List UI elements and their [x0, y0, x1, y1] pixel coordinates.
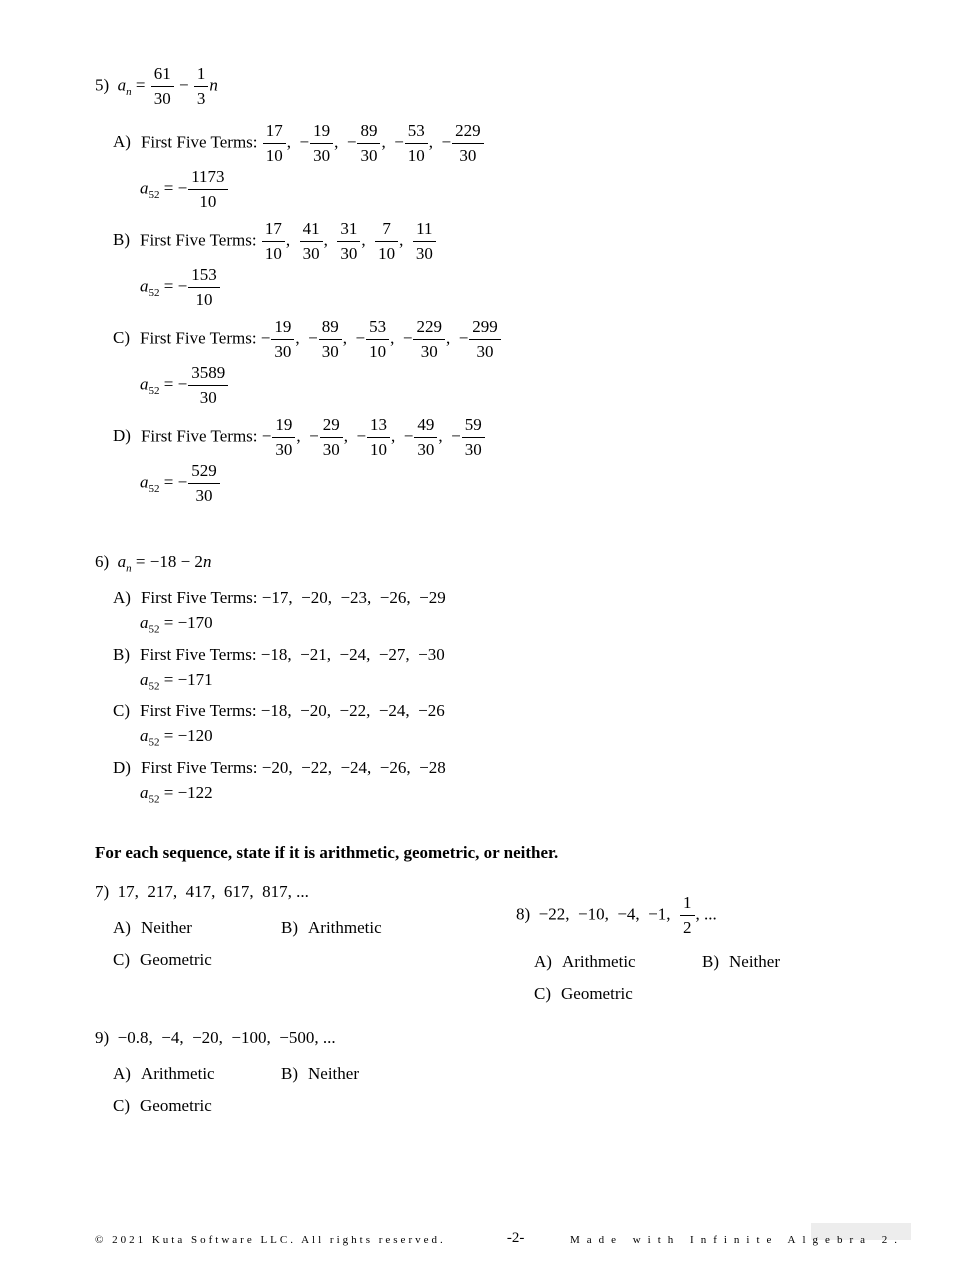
- option-text: Neither: [308, 1063, 359, 1083]
- fraction: [413, 317, 445, 362]
- math-text: 6): [95, 552, 118, 571]
- math-text: 9) −0.8, −4, −20, −100, −500, ...: [95, 1027, 336, 1047]
- math-text: , −: [445, 328, 469, 348]
- fraction: [469, 317, 501, 362]
- fraction-denominator: 30: [415, 244, 433, 263]
- choice-label: D): [113, 426, 131, 446]
- math-text: , −: [343, 426, 367, 446]
- fraction-denominator: 2: [683, 917, 692, 937]
- choice-answer: [140, 167, 939, 212]
- fraction-numerator: 89: [319, 317, 342, 340]
- fraction-numerator: 61: [151, 64, 174, 87]
- problem-title: [95, 880, 516, 904]
- fraction-numerator: 53: [366, 317, 389, 340]
- fraction-numerator: 1: [680, 893, 695, 916]
- fraction-denominator: 30: [322, 440, 340, 459]
- fraction-numerator: 153: [188, 265, 220, 288]
- answer-choice: [113, 415, 939, 506]
- fraction-denominator: 30: [360, 146, 378, 165]
- option-geometric: [113, 1094, 281, 1118]
- problem-7: [95, 880, 516, 1006]
- fraction: [263, 121, 286, 166]
- option-label: B): [281, 917, 298, 937]
- section-heading: For each sequence, state if it is arithmetic, geometric, or neither.: [95, 842, 559, 862]
- math-subscript: 52: [148, 384, 160, 397]
- problems-row: [95, 880, 939, 1006]
- option-geometric: [113, 948, 281, 972]
- fraction: [366, 317, 389, 362]
- math-text: , −: [342, 328, 366, 348]
- fraction: [319, 317, 342, 362]
- fraction: [375, 219, 398, 264]
- choice-terms: [113, 121, 939, 166]
- made-with-text: Made with Infinite Algebra 2.: [569, 1234, 904, 1246]
- fraction-denominator: 3: [196, 89, 206, 108]
- fraction-numerator: 59: [462, 415, 485, 438]
- math-variable: a: [140, 669, 149, 689]
- fraction-numerator: 17: [262, 219, 285, 242]
- fraction: [680, 893, 695, 938]
- fraction-numerator: 31: [337, 219, 360, 242]
- option-text: Arithmetic: [561, 951, 636, 971]
- fraction-numerator: 19: [310, 121, 333, 144]
- page-footer: [95, 1232, 904, 1248]
- answer-choice: [113, 219, 939, 310]
- choice-terms: [113, 415, 939, 460]
- choice-label: B): [113, 644, 130, 664]
- fraction: [405, 121, 428, 166]
- fraction-denominator: 30: [275, 440, 293, 459]
- choice-terms: [113, 756, 939, 780]
- math-text: First Five Terms: −20, −22, −24, −26, −28: [140, 757, 446, 777]
- math-variable: a: [140, 782, 149, 802]
- math-text: 8) −22, −10, −4, −1,: [516, 904, 680, 924]
- math-text: First Five Terms: −18, −20, −22, −24, −26: [140, 701, 445, 721]
- choice-label: C): [113, 328, 130, 348]
- fraction-denominator: 10: [378, 244, 396, 263]
- math-variable: n: [202, 552, 212, 571]
- math-subscript: n: [126, 85, 132, 98]
- option-neither: [113, 916, 281, 940]
- choice-answer: [140, 668, 939, 692]
- choice-label: A): [113, 132, 131, 152]
- option-label: C): [534, 983, 551, 1003]
- fraction: [188, 363, 228, 408]
- choice-answer: [140, 461, 939, 506]
- fraction-denominator: 10: [195, 290, 213, 309]
- math-subscript: 52: [148, 680, 160, 693]
- answer-choice: [113, 699, 939, 748]
- math-subscript: 52: [148, 286, 160, 299]
- option-text: Arithmetic: [308, 917, 382, 937]
- math-text: −: [174, 75, 193, 95]
- fraction-denominator: 30: [476, 342, 494, 361]
- math-variable: a: [140, 178, 149, 198]
- fraction-denominator: 30: [199, 388, 217, 407]
- math-text: First Five Terms: −: [140, 426, 272, 446]
- fraction: [357, 121, 380, 166]
- option-label: A): [113, 917, 131, 937]
- fraction: [413, 219, 436, 264]
- fraction-denominator: 30: [420, 342, 438, 361]
- fraction-numerator: 229: [452, 121, 484, 144]
- math-text: 7) 17, 217, 417, 617, 817, ...: [95, 881, 309, 901]
- choice-label: B): [113, 230, 130, 250]
- fraction-numerator: 19: [271, 317, 294, 340]
- fraction-numerator: 41: [300, 219, 323, 242]
- math-text: = −170: [159, 613, 213, 633]
- problem-8: [516, 893, 780, 1006]
- math-text: , −: [334, 132, 357, 152]
- fraction: [300, 219, 323, 264]
- choice-terms: [113, 643, 939, 667]
- fraction-numerator: 299: [469, 317, 501, 340]
- math-variable: a: [140, 613, 149, 633]
- option-text: Arithmetic: [140, 1063, 215, 1083]
- choice-answer: [140, 611, 939, 635]
- fraction-denominator: 30: [464, 440, 482, 459]
- fraction: [367, 415, 390, 460]
- problem-title: [95, 64, 939, 109]
- fraction: [452, 121, 484, 166]
- option-arithmetic: [534, 950, 702, 974]
- math-text: = −171: [159, 669, 213, 689]
- fraction-denominator: 30: [340, 244, 358, 263]
- answer-choice: [113, 586, 939, 635]
- fraction: [414, 415, 437, 460]
- fraction-denominator: 10: [370, 440, 388, 459]
- fraction-denominator: 30: [195, 486, 213, 505]
- math-text: First Five Terms:: [140, 230, 261, 250]
- option-label: B): [281, 1063, 298, 1083]
- fraction-denominator: 30: [153, 89, 171, 108]
- choice-terms: [113, 699, 939, 723]
- fraction-numerator: 13: [367, 415, 390, 438]
- fraction-numerator: 53: [405, 121, 428, 144]
- option-arithmetic: [113, 1062, 281, 1086]
- option-neither: [281, 1062, 359, 1086]
- fraction: [320, 415, 343, 460]
- math-text: = −: [159, 178, 188, 198]
- choice-terms: [113, 317, 939, 362]
- fraction-numerator: 7: [375, 219, 398, 242]
- math-text: ,: [361, 230, 375, 250]
- math-variable: a: [140, 276, 149, 296]
- math-text: , −: [390, 328, 413, 348]
- fraction-numerator: 1: [194, 64, 209, 87]
- choice-label: D): [113, 757, 131, 777]
- fraction-numerator: 529: [188, 461, 220, 484]
- fraction-numerator: 3589: [188, 363, 228, 386]
- math-subscript: 52: [148, 792, 160, 805]
- problem-title: [95, 1026, 939, 1050]
- fraction-numerator: 89: [357, 121, 380, 144]
- fraction: [271, 317, 294, 362]
- fraction: [337, 219, 360, 264]
- fraction: [188, 461, 220, 506]
- fraction: [262, 219, 285, 264]
- fraction-numerator: 11: [413, 219, 436, 242]
- math-text: ,: [285, 230, 299, 250]
- math-text: 5): [95, 75, 118, 95]
- math-text: , −: [438, 426, 461, 446]
- fraction-denominator: 30: [321, 342, 339, 361]
- option-label: C): [113, 1095, 130, 1115]
- choice-answer: [140, 724, 939, 748]
- fraction-numerator: 1173: [188, 167, 227, 190]
- option-text: Geometric: [140, 1095, 212, 1115]
- math-text: = −18 − 2: [131, 552, 203, 571]
- fraction-denominator: 30: [313, 146, 331, 165]
- problem-title: [95, 550, 939, 574]
- math-text: First Five Terms: −17, −20, −23, −26, −29: [140, 588, 446, 608]
- fraction-numerator: 17: [263, 121, 286, 144]
- math-text: , −: [391, 426, 414, 446]
- fraction-denominator: 30: [302, 244, 320, 263]
- math-text: First Five Terms: −18, −21, −24, −27, −30: [140, 644, 445, 664]
- math-text: , −: [295, 328, 318, 348]
- math-text: ,: [323, 230, 337, 250]
- option-label: C): [113, 949, 130, 969]
- math-text: First Five Terms: −: [140, 328, 271, 348]
- math-text: =: [131, 75, 150, 95]
- fraction-numerator: 19: [272, 415, 295, 438]
- problem-9: [95, 1026, 939, 1118]
- problem-5: [95, 64, 939, 506]
- fraction-denominator: 10: [407, 146, 425, 165]
- fraction-denominator: 10: [264, 244, 282, 263]
- fraction-numerator: 229: [413, 317, 445, 340]
- answer-choice: [113, 756, 939, 805]
- options-grid: [113, 916, 516, 972]
- choice-answer: [140, 781, 939, 805]
- choice-label: A): [113, 588, 131, 608]
- page-number: -2-: [506, 1230, 525, 1246]
- choice-terms: [113, 219, 939, 264]
- math-text: = −: [159, 276, 188, 296]
- copyright-text: © 2021 Kuta Software LLC. All rights reserved.: [95, 1234, 446, 1246]
- fraction-denominator: 30: [459, 146, 477, 165]
- math-text: , ...: [695, 904, 717, 924]
- option-arithmetic: [281, 916, 382, 940]
- option-label: B): [702, 951, 719, 971]
- fraction-denominator: 30: [417, 440, 435, 459]
- choice-answer: [140, 265, 939, 310]
- math-text: , −: [381, 132, 404, 152]
- math-variable: a: [117, 75, 127, 95]
- math-variable: a: [140, 726, 149, 746]
- option-geometric: [534, 982, 702, 1006]
- fraction-denominator: 30: [274, 342, 292, 361]
- math-text: = −: [159, 374, 188, 394]
- fraction: [188, 167, 227, 212]
- fraction: [462, 415, 485, 460]
- math-text: = −120: [159, 726, 213, 746]
- fraction-denominator: 10: [369, 342, 387, 361]
- math-text: ,: [399, 230, 412, 250]
- math-text: , −: [428, 132, 452, 152]
- fraction-denominator: 10: [265, 146, 283, 165]
- option-label: A): [534, 951, 552, 971]
- math-subscript: 52: [148, 482, 160, 495]
- problem-6: [95, 550, 939, 805]
- option-text: Neither: [140, 917, 192, 937]
- math-variable: n: [209, 75, 218, 95]
- fraction: [151, 64, 174, 109]
- option-text: Neither: [729, 951, 780, 971]
- choice-label: C): [113, 701, 130, 721]
- math-text: = −122: [159, 782, 213, 802]
- math-subscript: 52: [148, 623, 160, 636]
- answer-choice: [113, 121, 939, 212]
- choice-answer: [140, 363, 939, 408]
- math-text: , −: [296, 426, 319, 446]
- option-text: Geometric: [140, 949, 212, 969]
- problem-title: [516, 893, 780, 938]
- math-subscript: n: [126, 562, 132, 575]
- math-text: First Five Terms:: [140, 132, 262, 152]
- fraction-denominator: 10: [199, 192, 217, 211]
- fraction: [188, 265, 220, 310]
- math-subscript: 52: [148, 736, 160, 749]
- math-variable: a: [140, 472, 149, 492]
- fraction: [310, 121, 333, 166]
- option-label: A): [113, 1063, 131, 1083]
- answer-choice: [113, 317, 939, 408]
- math-text: = −: [159, 472, 188, 492]
- answer-choice: [113, 643, 939, 692]
- options-grid: [534, 950, 780, 1006]
- options-grid: [113, 1062, 939, 1118]
- math-text: , −: [286, 132, 310, 152]
- fraction: [272, 415, 295, 460]
- fraction-numerator: 49: [414, 415, 437, 438]
- choice-terms: [113, 586, 939, 610]
- fraction: [194, 64, 209, 109]
- fraction-numerator: 29: [320, 415, 343, 438]
- math-variable: a: [117, 552, 127, 571]
- math-variable: a: [140, 374, 149, 394]
- option-text: Geometric: [561, 983, 633, 1003]
- math-subscript: 52: [148, 188, 160, 201]
- option-neither: [702, 950, 780, 974]
